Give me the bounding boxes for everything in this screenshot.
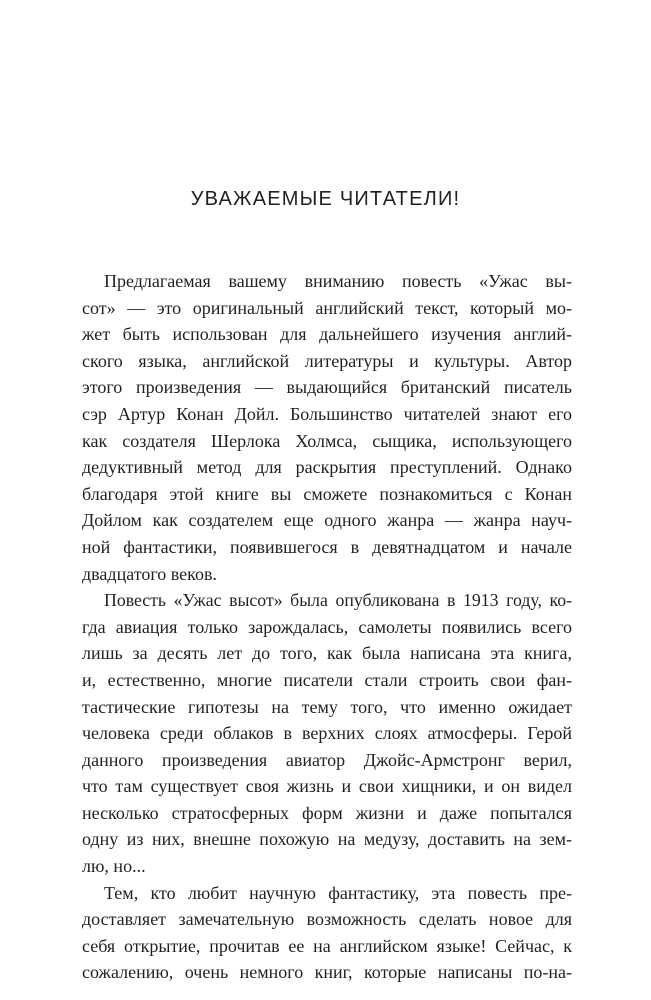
text-line: одну из них, внешне похожую на медузу, доставить на зем- <box>82 829 572 850</box>
text-line: лишь за десять лет до того, как была написана эта книга, <box>82 643 572 664</box>
text-line: тастические гипотезы на тему того, что именно ожидает <box>82 696 572 717</box>
text-line: дедуктивный метод для раскрытия преступлений. Однако <box>82 457 572 478</box>
text-line: этого произведения — выдающийся британский писатель <box>82 377 572 398</box>
paragraph-1 <box>82 268 572 587</box>
text-line: двадцатого веков. <box>82 563 217 584</box>
text-line: жет быть использован для дальнейшего изучения англий- <box>82 324 572 345</box>
body-text <box>82 268 572 986</box>
text-line: и, естественно, многие писатели стали строить свои фан- <box>82 669 572 690</box>
paragraph-2 <box>82 587 572 880</box>
paragraph-3 <box>82 880 572 986</box>
text-line: Дойлом как создателем еще одного жанра — жанра науч- <box>82 510 572 531</box>
text-line: ского языка, английской литературы и культуры. Автор <box>82 350 572 371</box>
text-line: лю, но... <box>82 856 146 877</box>
text-line: как создателя Шерлока Холмса, сыщика, использующего <box>82 430 572 451</box>
text-line: человека среди облаков в верхних слоях атмосферы. Герой <box>82 723 572 744</box>
text-line: несколько стратосферных форм жизни и даже попытался <box>82 802 572 823</box>
text-line: сожалению, очень немного книг, которые написаны по-на- <box>82 962 572 983</box>
page-title: УВАЖАЕМЫЕ ЧИТАТЕЛИ! <box>190 188 461 210</box>
text-line: что там существует своя жизнь и свои хищники, и он видел <box>82 776 572 797</box>
text-line: Тем, кто любит научную фантастику, эта повесть пре- <box>104 882 572 903</box>
text-line: сот» — это оригинальный английский текст, который мо- <box>82 297 572 318</box>
text-line: сэр Артур Конан Дойл. Большинство читателей знают его <box>82 403 572 424</box>
text-line: гда авиация только зарождалась, самолеты появились всего <box>82 616 572 637</box>
text-line: Повесть «Ужас высот» была опубликована в 1913 году, ко- <box>104 590 572 611</box>
text-line: доставляет замечательную возможность сделать новое для <box>82 909 572 930</box>
text-line: себя открытие, прочитав ее на английском языке! Сейчас, к <box>82 935 572 956</box>
text-line: благодаря этой книге вы сможете познакомиться с Конан <box>82 483 572 504</box>
text-line: Предлагаемая вашему вниманию повесть «Ужас вы- <box>104 271 572 291</box>
text-line: ной фантастики, появившегося в девятнадцатом и начале <box>82 536 572 557</box>
text-line: данного произведения авиатор Джойс-Армстронг верил, <box>82 749 572 770</box>
